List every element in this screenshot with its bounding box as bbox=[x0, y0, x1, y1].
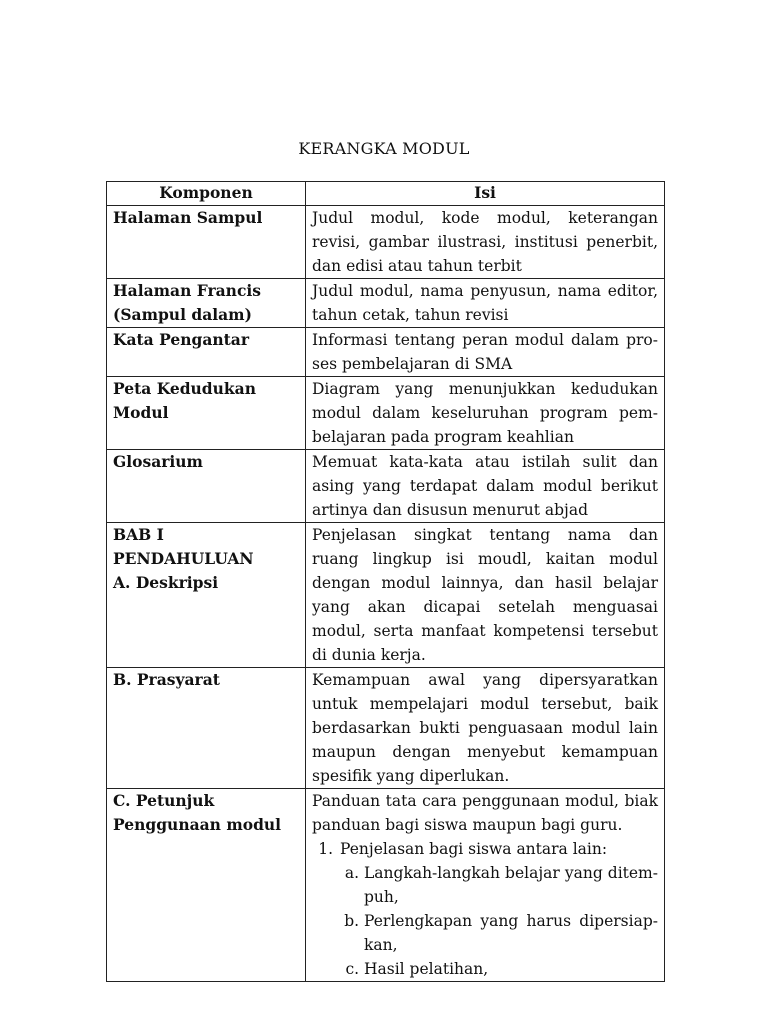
komponen-cell bbox=[107, 789, 306, 982]
komponen-cell bbox=[107, 377, 306, 450]
header-komponen: Komponen bbox=[107, 182, 306, 206]
list-item: c. Hasil pelatihan, bbox=[364, 957, 658, 981]
komponen-label: Modul bbox=[113, 403, 169, 422]
isi-cell: Judul modul, nama penyusun, nama editor, tahun cetak, tahun revisi bbox=[306, 279, 665, 328]
komponen-label: Halaman Sampul bbox=[113, 208, 263, 227]
komponen-cell bbox=[107, 328, 306, 377]
isi-cell bbox=[306, 789, 665, 982]
komponen-label: Peta Kedudukan bbox=[113, 379, 256, 398]
komponen-label: Kata Pengantar bbox=[113, 330, 250, 349]
usage-steps-list bbox=[312, 837, 658, 981]
usage-intro: Panduan tata cara penggunaan modul, biak panduan bagi siswa maupun bagi guru. bbox=[312, 792, 658, 834]
isi-cell: Informasi tentang peran modul dalam pro- ses pembelajaran di SMA bbox=[306, 328, 665, 377]
komponen-label: Penggunaan modul bbox=[113, 815, 282, 834]
komponen-label: Glosarium bbox=[113, 452, 203, 471]
list-item bbox=[338, 837, 658, 981]
table-row bbox=[107, 668, 665, 789]
table-row bbox=[107, 789, 665, 982]
table-header-row bbox=[107, 182, 665, 206]
isi-cell: Judul modul, kode modul, keterangan revisi, gambar ilustrasi, institusi penerbit, dan edisi atau tahun terbit bbox=[306, 206, 665, 279]
list-item-label: Penjelasan bagi siswa antara lain: bbox=[340, 840, 608, 858]
isi-cell: Kemampuan awal yang dipersyaratkan untuk mempelajari modul tersebut, baik berdasarkan bukti penguasaan modul lain maupun dengan menyebut kemampuan spesifik yang diperlukan. bbox=[306, 668, 665, 789]
list-item: a. Langkah-langkah belajar yang ditem- puh, bbox=[364, 861, 658, 909]
list-item: b. Perlengkapan yang harus dipersiap- kan, bbox=[364, 909, 658, 957]
table-row bbox=[107, 206, 665, 279]
document-title: KERANGKA MODUL bbox=[298, 139, 470, 158]
komponen-label: (Sampul dalam) bbox=[113, 305, 252, 324]
usage-substeps-list bbox=[340, 861, 658, 981]
isi-cell: Memuat kata-kata atau istilah sulit dan asing yang terdapat dalam modul berikut artinya dan disusun menurut abjad bbox=[306, 450, 665, 523]
table-row bbox=[107, 523, 665, 668]
komponen-cell bbox=[107, 279, 306, 328]
komponen-cell bbox=[107, 206, 306, 279]
table-row bbox=[107, 450, 665, 523]
komponen-label: PENDAHULUAN bbox=[113, 549, 254, 568]
komponen-label: Halaman Francis bbox=[113, 281, 261, 300]
komponen-label: A. Deskripsi bbox=[113, 573, 219, 592]
isi-cell: Penjelasan singkat tentang nama dan ruang lingkup isi moudl, kaitan modul dengan modul lainnya, dan hasil belajar yang akan dicapai setelah menguasai modul, serta manfaat kompetensi tersebut di dunia kerja. bbox=[306, 523, 665, 668]
table-row bbox=[107, 279, 665, 328]
isi-cell: Diagram yang menunjukkan kedudukan modul dalam keseluruhan program pem- belajaran pada program keahlian bbox=[306, 377, 665, 450]
table-row bbox=[107, 377, 665, 450]
komponen-label: C. Petunjuk bbox=[113, 791, 215, 810]
komponen-cell bbox=[107, 668, 306, 789]
header-isi: Isi bbox=[306, 182, 665, 206]
module-framework-table bbox=[106, 181, 665, 982]
komponen-cell bbox=[107, 523, 306, 668]
komponen-cell bbox=[107, 450, 306, 523]
table-row bbox=[107, 328, 665, 377]
komponen-label: B. Prasyarat bbox=[113, 670, 220, 689]
komponen-label: BAB I bbox=[113, 525, 164, 544]
